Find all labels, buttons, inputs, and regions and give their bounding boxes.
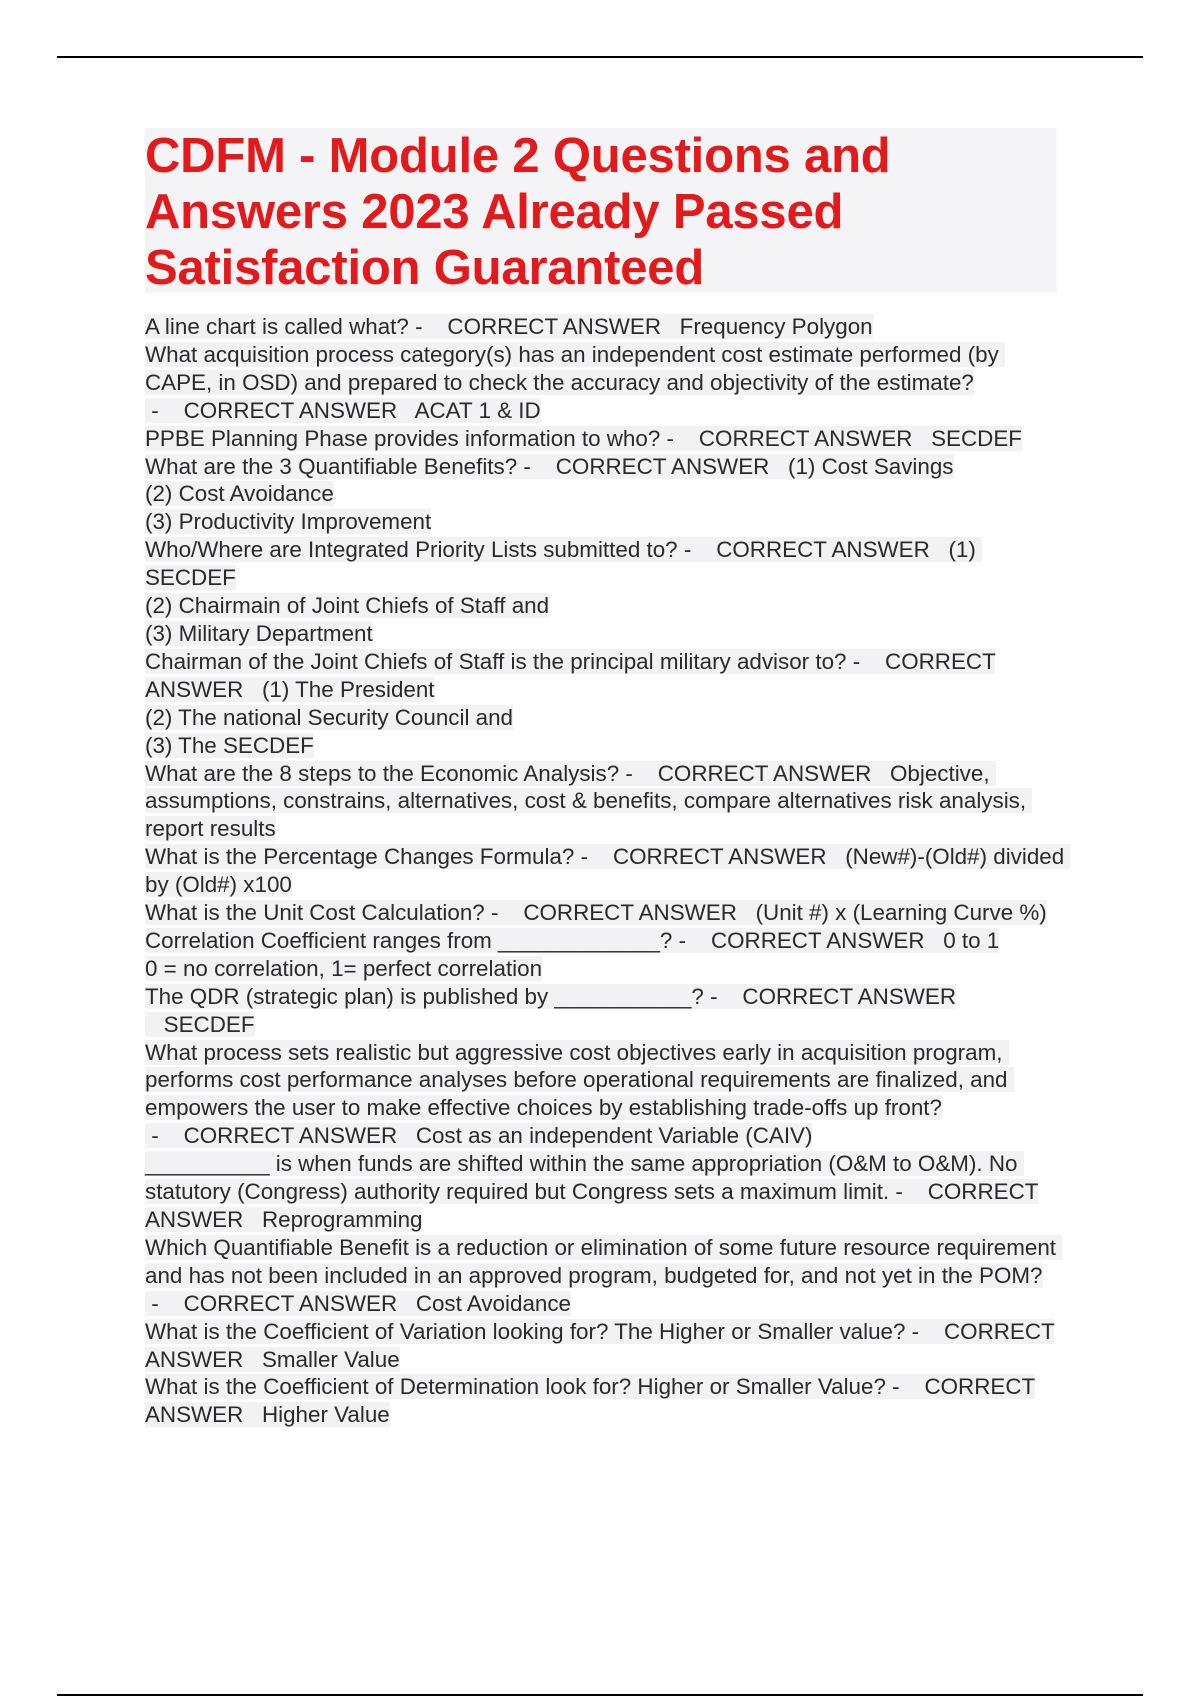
answer-text: Frequency Polygon	[679, 314, 873, 339]
answer-text: 0 to 1	[943, 927, 1000, 953]
answer-text: Cost Avoidance	[415, 1290, 571, 1316]
answer-extra-line: (3) Military Department	[145, 620, 373, 646]
answer-label: CORRECT ANSWER	[183, 397, 398, 423]
question-text: What acquisition process category(s) has an independent cost estimate performed (by CAPE, in OSD) and prepared to check the accuracy and objectivity of the estimate?	[145, 341, 1005, 395]
question-text: What is the Coefficient of Determination look for? Higher or Smaller Value?	[145, 1374, 886, 1400]
answer-text: SECDEF	[163, 1011, 255, 1037]
answer-extra-line: 0 = no correlation, 1= perfect correlation	[145, 955, 543, 981]
answer-text: (1) Cost Savings	[787, 453, 954, 479]
answer-extra-line: (2) Chairmain of Joint Chiefs of Staff and	[145, 593, 550, 619]
document-title: CDFM - Module 2 Questions and Answers 2023 Already Passed Satisfaction Guaranteed	[145, 129, 891, 295]
qa-item: Which Quantifiable Benefit is a reduction or elimination of some future resource requirement and has not been included in an approved program, budgeted for, and not yet in the POM? - CORRECT ANSWER Cost Avoidance	[145, 1234, 1063, 1316]
question-text: __________ is when funds are shifted within the same appropriation (O&M to O&M). No statutory (Congress) authority required but Congress sets a maximum limit.	[145, 1151, 1024, 1205]
qa-item: __________ is when funds are shifted within the same appropriation (O&M to O&M). No statutory (Congress) authority required but Congress sets a maximum limit. - CORRECT ANSWER Reprogramming	[145, 1151, 1039, 1232]
qa-item: What process sets realistic but aggressive cost objectives early in acquisition program, performs cost performance analyses before operational requirements are finalized, and empowers the user to make effective choices by establishing trade-offs up front? - CORRECT ANSWER Cost as an independent Variable (CAIV)	[145, 1039, 1014, 1149]
qa-item: What is the Percentage Changes Formula? - CORRECT ANSWER (New#)-(Old#) divided by (Old#) x100	[145, 844, 1071, 898]
answer-label: CORRECT ANSWER	[183, 1123, 398, 1149]
answer-label: CORRECT ANSWER	[145, 1179, 1039, 1232]
answer-label: CORRECT ANSWER	[447, 314, 661, 339]
qa-item: Correlation Coefficient ranges from _____________? - CORRECT ANSWER 0 to 1 0 = no correlation, 1= perfect correlation	[145, 927, 1065, 983]
answer-text: (1) The President	[261, 676, 435, 702]
question-text: What process sets realistic but aggressive cost objectives early in acquisition program, performs cost performance analyses before operational requirements are finalized, and empowers the user to make effective choices by establishing trade-offs up front?	[145, 1039, 1014, 1121]
answer-label: CORRECT ANSWER	[555, 453, 770, 479]
answer-text: Higher Value	[261, 1402, 390, 1428]
qa-item: What are the 3 Quantifiable Benefits? - CORRECT ANSWER (1) Cost Savings (2) Cost Avoidance (3) Productivity Improvement	[145, 453, 1065, 537]
qa-item: Chairman of the Joint Chiefs of Staff is the principal military advisor to? - CORRECT ANSWER (1) The President (2) The national Security Council and (3) The SECDEF	[145, 648, 1065, 760]
answer-label: CORRECT ANSWER	[742, 983, 956, 1009]
answer-label: CORRECT ANSWER	[657, 760, 872, 786]
answer-text: Objective, assumptions, constrains, alternatives, cost & benefits, compare alternatives risk analysis, report results	[145, 760, 1033, 842]
answer-extra-line: (2) The national Security Council and	[145, 704, 513, 730]
qa-item: What is the Coefficient of Variation looking for? The Higher or Smaller value? - CORRECT ANSWER Smaller Value	[145, 1318, 1055, 1372]
question-text: Which Quantifiable Benefit is a reduction or elimination of some future resource requirement and has not been included in an approved program, budgeted for, and not yet in the POM?	[145, 1234, 1063, 1288]
bottom-rule	[57, 1694, 1143, 1696]
qa-list	[145, 313, 1071, 1429]
question-text: Who/Where are Integrated Priority Lists submitted to?	[145, 537, 678, 563]
qa-item: What acquisition process category(s) has an independent cost estimate performed (by CAPE, in OSD) and prepared to check the accuracy and objectivity of the estimate? - CORRECT ANSWER ACAT 1 & ID	[145, 341, 1005, 423]
answer-label: CORRECT ANSWER	[710, 927, 925, 953]
answer-label: CORRECT ANSWER	[145, 1318, 1055, 1372]
answer-extra-line: (2) Cost Avoidance	[145, 481, 334, 507]
qa-item: PPBE Planning Phase provides information to who? - CORRECT ANSWER SECDEF	[145, 425, 1022, 451]
answer-label: CORRECT ANSWER	[145, 1374, 1035, 1428]
question-text: What is the Coefficient of Variation looking for? The Higher or Smaller value?	[145, 1318, 906, 1344]
question-text: What is the Unit Cost Calculation?	[145, 900, 485, 926]
answer-label: CORRECT ANSWER	[183, 1290, 398, 1316]
question-text: What is the Percentage Changes Formula?	[145, 844, 575, 870]
answer-text: SECDEF	[931, 425, 1022, 451]
question-text: Chairman of the Joint Chiefs of Staff is the principal military advisor to?	[145, 648, 847, 674]
question-text: The QDR (strategic plan) is published by ___________?	[145, 983, 704, 1009]
qa-item: Who/Where are Integrated Priority Lists submitted to? - CORRECT ANSWER (1) SECDEF (2) Chairmain of Joint Chiefs of Staff and (3) Military Department	[145, 536, 1065, 648]
answer-label: CORRECT ANSWER	[612, 844, 827, 870]
answer-text: (Unit #) x (Learning Curve %)	[755, 900, 1047, 926]
qa-item: What is the Unit Cost Calculation? - CORRECT ANSWER (Unit #) x (Learning Curve %)	[145, 900, 1047, 926]
answer-label: CORRECT ANSWER	[145, 648, 996, 702]
question-text: PPBE Planning Phase provides information to who?	[145, 425, 661, 451]
answer-text: Cost as an independent Variable (CAIV)	[415, 1123, 813, 1149]
qa-item: What are the 8 steps to the Economic Analysis? - CORRECT ANSWER Objective, assumptions, constrains, alternatives, cost & benefits, compare alternatives risk analysis, report results	[145, 760, 1033, 842]
qa-item: A line chart is called what? - CORRECT ANSWER Frequency Polygon	[145, 314, 873, 339]
question-text: What are the 8 steps to the Economic Analysis?	[145, 760, 620, 786]
answer-text: (1) SECDEF	[145, 537, 983, 591]
top-rule	[57, 56, 1143, 58]
answer-extra-line: (3) The SECDEF	[145, 732, 314, 758]
answer-text: Reprogramming	[261, 1207, 423, 1232]
qa-item: The QDR (strategic plan) is published by ___________? - CORRECT ANSWER SECDEF	[145, 983, 956, 1037]
answer-label: CORRECT ANSWER	[716, 537, 930, 563]
question-text: What are the 3 Quantifiable Benefits?	[145, 453, 518, 479]
answer-label: CORRECT ANSWER	[698, 425, 913, 451]
qa-item: What is the Coefficient of Determination look for? Higher or Smaller Value? - CORRECT ANSWER Higher Value	[145, 1374, 1035, 1428]
answer-extra-line: (3) Productivity Improvement	[145, 509, 432, 535]
question-text: A line chart is called what?	[145, 314, 409, 339]
answer-label: CORRECT ANSWER	[523, 900, 737, 926]
answer-text: ACAT 1 & ID	[414, 397, 541, 423]
answer-text: (New#)-(Old#) divided by (Old#) x100	[145, 844, 1071, 898]
answer-text: Smaller Value	[261, 1346, 400, 1372]
question-text: Correlation Coefficient ranges from _____________?	[145, 927, 673, 953]
